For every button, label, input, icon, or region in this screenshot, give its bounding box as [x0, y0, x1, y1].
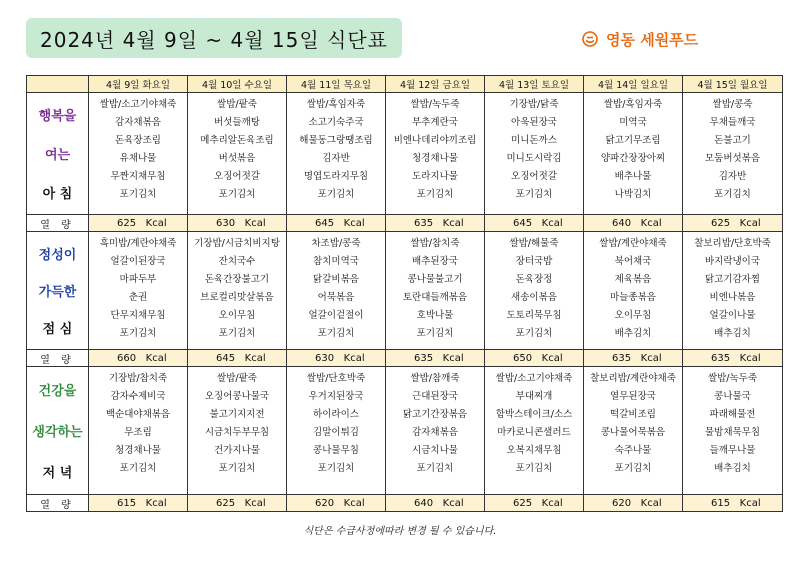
menu-item: 쌀밥/흑임자죽: [306, 99, 366, 110]
menu-item: 장터국밥: [515, 256, 553, 267]
kcal-label: 열 량: [27, 215, 89, 232]
menu-item: 얼갈이겉절이: [308, 310, 364, 321]
menu-item: 찰보리밥/계란야채죽: [590, 373, 676, 384]
menu-cell: [485, 93, 584, 215]
day-header: 4월 9일 화요일: [89, 76, 188, 93]
kcal-value-cell: [584, 350, 683, 367]
menu-item: 배추된장국: [412, 256, 458, 267]
kcal-value: 640: [612, 217, 632, 229]
menu-item: 얼갈이된장국: [110, 256, 166, 267]
kcal-value-cell: [287, 215, 386, 232]
kcal-label: 열 량: [27, 495, 89, 512]
menu-item: 포기김치: [119, 189, 157, 200]
menu-item: 콩나물불고기: [407, 274, 463, 285]
day-header: 4월 12일 금요일: [386, 76, 485, 93]
menu-item: 오징어젓갈: [511, 171, 557, 182]
meal-label-line: 여는: [44, 147, 71, 163]
kcal-value: 645: [315, 217, 335, 229]
menu-item: 마늘종볶음: [610, 292, 656, 303]
kcal-row: [27, 350, 783, 367]
kcal-value-cell: [188, 495, 287, 512]
menu-cell: [386, 93, 485, 215]
title-banner: [26, 18, 402, 58]
kcal-value: 650: [513, 352, 533, 364]
menu-item: 무채들깨국: [709, 117, 756, 128]
meal-label-line: 가득한: [38, 284, 77, 300]
meal-row: [27, 232, 783, 350]
menu-item: 오이무침: [218, 310, 256, 321]
menu-item: 차조밥/콩죽: [311, 238, 361, 249]
menu-item: 포기김치: [317, 328, 355, 339]
menu-item: 포기김치: [119, 463, 157, 474]
menu-item: 청경채나물: [115, 445, 161, 456]
menu-item: 아욱된장국: [511, 117, 557, 128]
menu-item: 포기김치: [218, 463, 256, 474]
menu-item: 오징어젓갈: [214, 171, 260, 182]
meal-label-cell: [27, 93, 89, 215]
menu-cell: [386, 232, 485, 350]
day-header: 4월 10일 수요일: [188, 76, 287, 93]
kcal-unit: Kcal: [343, 352, 365, 364]
menu-cell: [584, 93, 683, 215]
menu-cell: [584, 367, 683, 495]
kcal-unit: Kcal: [640, 217, 662, 229]
menu-item: 비엔나볶음: [709, 292, 756, 303]
menu-item: 버섯볶음: [218, 153, 256, 164]
menu-item: 버섯들깨탕: [214, 117, 260, 128]
meal-label-line: 아 침: [42, 186, 73, 202]
kcal-value-cell: [89, 495, 188, 512]
menu-item: 새송이볶음: [511, 292, 557, 303]
kcal-unit: Kcal: [541, 217, 563, 229]
menu-item: 닭갈비볶음: [313, 274, 359, 285]
kcal-unit: Kcal: [739, 352, 761, 364]
menu-item: 우거지된장국: [308, 391, 364, 402]
menu-item: 포기김치: [515, 328, 553, 339]
menu-item: 흑미밥/계란야채죽: [99, 238, 177, 249]
menu-item: 어묵볶음: [317, 292, 355, 303]
menu-item: 김자반: [322, 153, 350, 164]
menu-item: 열무된장국: [610, 391, 656, 402]
menu-item: 쌀밥/팥죽: [217, 373, 257, 384]
menu-item: 콩나물무침: [313, 445, 359, 456]
menu-item: 미니돈까스: [511, 135, 557, 146]
menu-item: 소고기숙주국: [308, 117, 364, 128]
day-header: 4월 14일 일요일: [584, 76, 683, 93]
menu-item: 함박스테이크/소스: [495, 409, 573, 420]
menu-item: 포기김치: [515, 463, 553, 474]
kcal-unit: Kcal: [343, 497, 365, 509]
menu-item: 떡갈비조림: [610, 409, 656, 420]
menu-item: 포기김치: [317, 463, 355, 474]
menu-cell: [683, 367, 783, 495]
kcal-value-cell: [89, 350, 188, 367]
kcal-value-cell: [287, 350, 386, 367]
menu-cell: [287, 93, 386, 215]
kcal-unit: Kcal: [244, 497, 266, 509]
menu-item: 부대찌개: [515, 391, 553, 402]
menu-item: 비엔나데리야끼조림: [393, 135, 477, 146]
day-header: 4월 11일 목요일: [287, 76, 386, 93]
day-header: 4월 15일 월요일: [683, 76, 783, 93]
menu-item: 돈육장조림: [115, 135, 161, 146]
menu-cell: [89, 93, 188, 215]
kcal-value: 630: [216, 217, 236, 229]
kcal-value-cell: [89, 215, 188, 232]
menu-item: 들깨무나물: [709, 445, 756, 456]
menu-item: 기장밥/참치죽: [108, 373, 168, 384]
menu-item: 닭고기감자찜: [704, 274, 761, 285]
smile-logo-icon: [582, 31, 598, 47]
menu-item: 오징어콩나물국: [204, 391, 270, 402]
menu-item: 마파두부: [119, 274, 157, 285]
menu-item: 부추계란국: [412, 117, 458, 128]
kcal-value: 620: [612, 497, 632, 509]
kcal-value: 635: [711, 352, 731, 364]
menu-item: 호박나물: [416, 310, 454, 321]
meal-row: [27, 367, 783, 495]
page-title: 2024년 4월 9일 ~ 4월 15일 식단표: [40, 27, 388, 52]
menu-item: 포기김치: [317, 189, 355, 200]
kcal-value-cell: [485, 495, 584, 512]
kcal-unit: Kcal: [244, 352, 266, 364]
menu-item: 불고기지지전: [209, 409, 265, 420]
menu-cell: [188, 232, 287, 350]
kcal-value: 625: [513, 497, 533, 509]
menu-item: 물밤채묵무침: [704, 427, 761, 438]
menu-item: 시금치나물: [412, 445, 458, 456]
menu-item: 춘권: [128, 292, 148, 303]
menu-item: 쌀밥/콩죽: [712, 99, 753, 110]
menu-item: 참치미역국: [313, 256, 359, 267]
menu-cell: [485, 367, 584, 495]
kcal-unit: Kcal: [442, 497, 464, 509]
menu-item: 건가지나물: [214, 445, 260, 456]
menu-item: 파래해물전: [709, 409, 756, 420]
menu-item: 무짠지채무침: [110, 171, 166, 182]
menu-table: [26, 75, 783, 512]
menu-item: 감자수제비국: [110, 391, 166, 402]
kcal-value-cell: [683, 215, 783, 232]
menu-item: 콩나물어묵볶음: [600, 427, 666, 438]
kcal-value-cell: [584, 215, 683, 232]
kcal-value-cell: [683, 495, 783, 512]
kcal-unit: Kcal: [640, 352, 662, 364]
day-header: 4월 13일 토요일: [485, 76, 584, 93]
menu-item: 유채나물: [119, 153, 157, 164]
menu-item: 쌀밥/흑임자죽: [603, 99, 663, 110]
kcal-value-cell: [386, 215, 485, 232]
brand: [582, 28, 698, 50]
menu-item: 쌀밥/소고기야채죽: [495, 373, 573, 384]
menu-item: 포기김치: [218, 328, 256, 339]
kcal-value: 635: [414, 352, 434, 364]
kcal-value-cell: [584, 495, 683, 512]
meal-label-cell: [27, 367, 89, 495]
menu-item: 청경채나물: [412, 153, 458, 164]
menu-cell: [485, 232, 584, 350]
menu-item: 바지락냉이국: [704, 256, 761, 267]
menu-item: 닭고기무조림: [605, 135, 661, 146]
menu-item: 포기김치: [515, 189, 553, 200]
menu-item: 포기김치: [714, 189, 751, 200]
menu-item: 돈육간장불고기: [204, 274, 270, 285]
menu-item: 단무지채무침: [110, 310, 166, 321]
menu-item: 오이무침: [614, 310, 652, 321]
kcal-unit: Kcal: [541, 497, 563, 509]
menu-item: 나박김치: [614, 189, 652, 200]
kcal-row: [27, 495, 783, 512]
menu-item: 토란대들깨볶음: [402, 292, 468, 303]
menu-item: 배추나물: [614, 171, 652, 182]
menu-item: 김말이튀김: [313, 427, 359, 438]
menu-item: 시금치두부무침: [204, 427, 270, 438]
menu-item: 양파간장장아찌: [600, 153, 666, 164]
menu-item: 닭고기간장볶음: [402, 409, 468, 420]
menu-item: 북어채국: [614, 256, 652, 267]
kcal-value: 630: [315, 352, 335, 364]
kcal-value: 640: [414, 497, 434, 509]
kcal-unit: Kcal: [442, 217, 464, 229]
menu-item: 기장밥/시금치비지탕: [194, 238, 280, 249]
menu-cell: [89, 232, 188, 350]
footnote: 식단은 수급사정에따라 변경 될 수 있습니다.: [303, 526, 497, 537]
menu-cell: [584, 232, 683, 350]
day-header-row: [27, 76, 783, 93]
menu-item: 감자채볶음: [412, 427, 458, 438]
menu-item: 쌀밥/팥죽: [217, 99, 257, 110]
menu-item: 모둠버섯볶음: [704, 153, 761, 164]
menu-item: 기장밥/닭죽: [509, 99, 559, 110]
menu-cell: [287, 367, 386, 495]
kcal-value: 645: [513, 217, 533, 229]
menu-item: 오복지채무침: [506, 445, 562, 456]
meal-row: [27, 93, 783, 215]
menu-cell: [89, 367, 188, 495]
kcal-value: 625: [117, 217, 137, 229]
menu-item: 메추리알돈육조림: [200, 135, 274, 146]
menu-cell: [683, 232, 783, 350]
menu-item: 제육볶음: [614, 274, 652, 285]
menu-item: 감자채볶음: [115, 117, 161, 128]
menu-cell: [188, 367, 287, 495]
meal-label-line: 저 녁: [42, 465, 73, 481]
kcal-value: 625: [711, 217, 731, 229]
menu-item: 포기김치: [614, 463, 652, 474]
menu-item: 쌀밥/단호박죽: [306, 373, 366, 384]
menu-item: 배추김치: [614, 328, 652, 339]
menu-item: 숙주나물: [614, 445, 652, 456]
kcal-value-cell: [188, 215, 287, 232]
kcal-unit: Kcal: [739, 497, 761, 509]
kcal-value-cell: [683, 350, 783, 367]
menu-item: 해물동그랑땡조림: [299, 135, 373, 146]
kcal-unit: Kcal: [145, 217, 167, 229]
menu-item: 도토리묵무침: [506, 310, 562, 321]
meal-label-line: 행복을: [38, 109, 77, 125]
menu-item: 포기김치: [416, 463, 454, 474]
menu-item: 쌀밥/녹두죽: [707, 373, 758, 384]
menu-item: 마카로니콘샐러드: [497, 427, 571, 438]
meal-label-line: 생각하는: [32, 424, 83, 440]
kcal-unit: Kcal: [541, 352, 563, 364]
meal-label-line: 건강을: [38, 384, 77, 400]
kcal-unit: Kcal: [145, 497, 167, 509]
menu-item: 하이라이스: [313, 409, 359, 420]
kcal-value: 625: [216, 497, 236, 509]
menu-item: 쌀밥/해물죽: [509, 238, 559, 249]
kcal-value: 645: [216, 352, 236, 364]
menu-item: 도라지나물: [412, 171, 458, 182]
menu-item: 미니도시락김: [506, 153, 562, 164]
kcal-unit: Kcal: [145, 352, 167, 364]
menu-cell: [683, 93, 783, 215]
kcal-row: [27, 215, 783, 232]
kcal-value-cell: [386, 495, 485, 512]
corner-cell: [27, 76, 89, 93]
kcal-unit: Kcal: [640, 497, 662, 509]
kcal-value: 660: [117, 352, 137, 364]
menu-item: 쌀밥/참치죽: [410, 238, 460, 249]
kcal-value-cell: [287, 495, 386, 512]
kcal-value-cell: [485, 215, 584, 232]
menu-item: 포기김치: [416, 189, 454, 200]
brand-name: 영동 세원푸드: [606, 30, 699, 49]
menu-cell: [188, 93, 287, 215]
kcal-value: 615: [117, 497, 137, 509]
kcal-unit: Kcal: [244, 217, 266, 229]
menu-item: 콩나물국: [714, 391, 751, 402]
meal-label-line: 정성이: [38, 247, 77, 263]
menu-item: 잔치국수: [218, 256, 256, 267]
menu-item: 포기김치: [119, 328, 157, 339]
menu-item: 미역국: [619, 117, 647, 128]
kcal-value: 615: [711, 497, 731, 509]
menu-item: 쌀밥/소고기야채죽: [99, 99, 177, 110]
menu-cell: [287, 232, 386, 350]
menu-item: 쌀밥/참깨죽: [410, 373, 460, 384]
menu-cell: [386, 367, 485, 495]
kcal-value: 635: [612, 352, 632, 364]
meal-label-line: 점 심: [42, 322, 73, 338]
kcal-label: 열 량: [27, 350, 89, 367]
menu-item: 얼갈이나물: [709, 310, 756, 321]
menu-item: 무조림: [124, 427, 152, 438]
menu-item: 백순대야채볶음: [105, 409, 171, 420]
menu-item: 브로컬리맛살볶음: [200, 292, 274, 303]
kcal-value: 620: [315, 497, 335, 509]
meal-label-cell: [27, 232, 89, 350]
menu-item: 명엽도라지무침: [303, 171, 369, 182]
menu-item: 찰보리밥/단호박죽: [694, 238, 771, 249]
menu-item: 배추김치: [714, 463, 751, 474]
menu-item: 포기김치: [416, 328, 454, 339]
menu-item: 배추김치: [714, 328, 751, 339]
menu-item: 돈불고기: [714, 135, 751, 146]
menu-item: 김자반: [718, 171, 747, 182]
kcal-value-cell: [188, 350, 287, 367]
kcal-value-cell: [485, 350, 584, 367]
kcal-unit: Kcal: [442, 352, 464, 364]
menu-item: 쌀밥/녹두죽: [410, 99, 460, 110]
kcal-unit: Kcal: [739, 217, 761, 229]
menu-item: 포기김치: [218, 189, 256, 200]
menu-item: 근대된장국: [412, 391, 458, 402]
kcal-value-cell: [386, 350, 485, 367]
kcal-value: 635: [414, 217, 434, 229]
kcal-unit: Kcal: [343, 217, 365, 229]
menu-item: 쌀밥/계란야채죽: [599, 238, 667, 249]
menu-item: 돈육장정: [515, 274, 553, 285]
